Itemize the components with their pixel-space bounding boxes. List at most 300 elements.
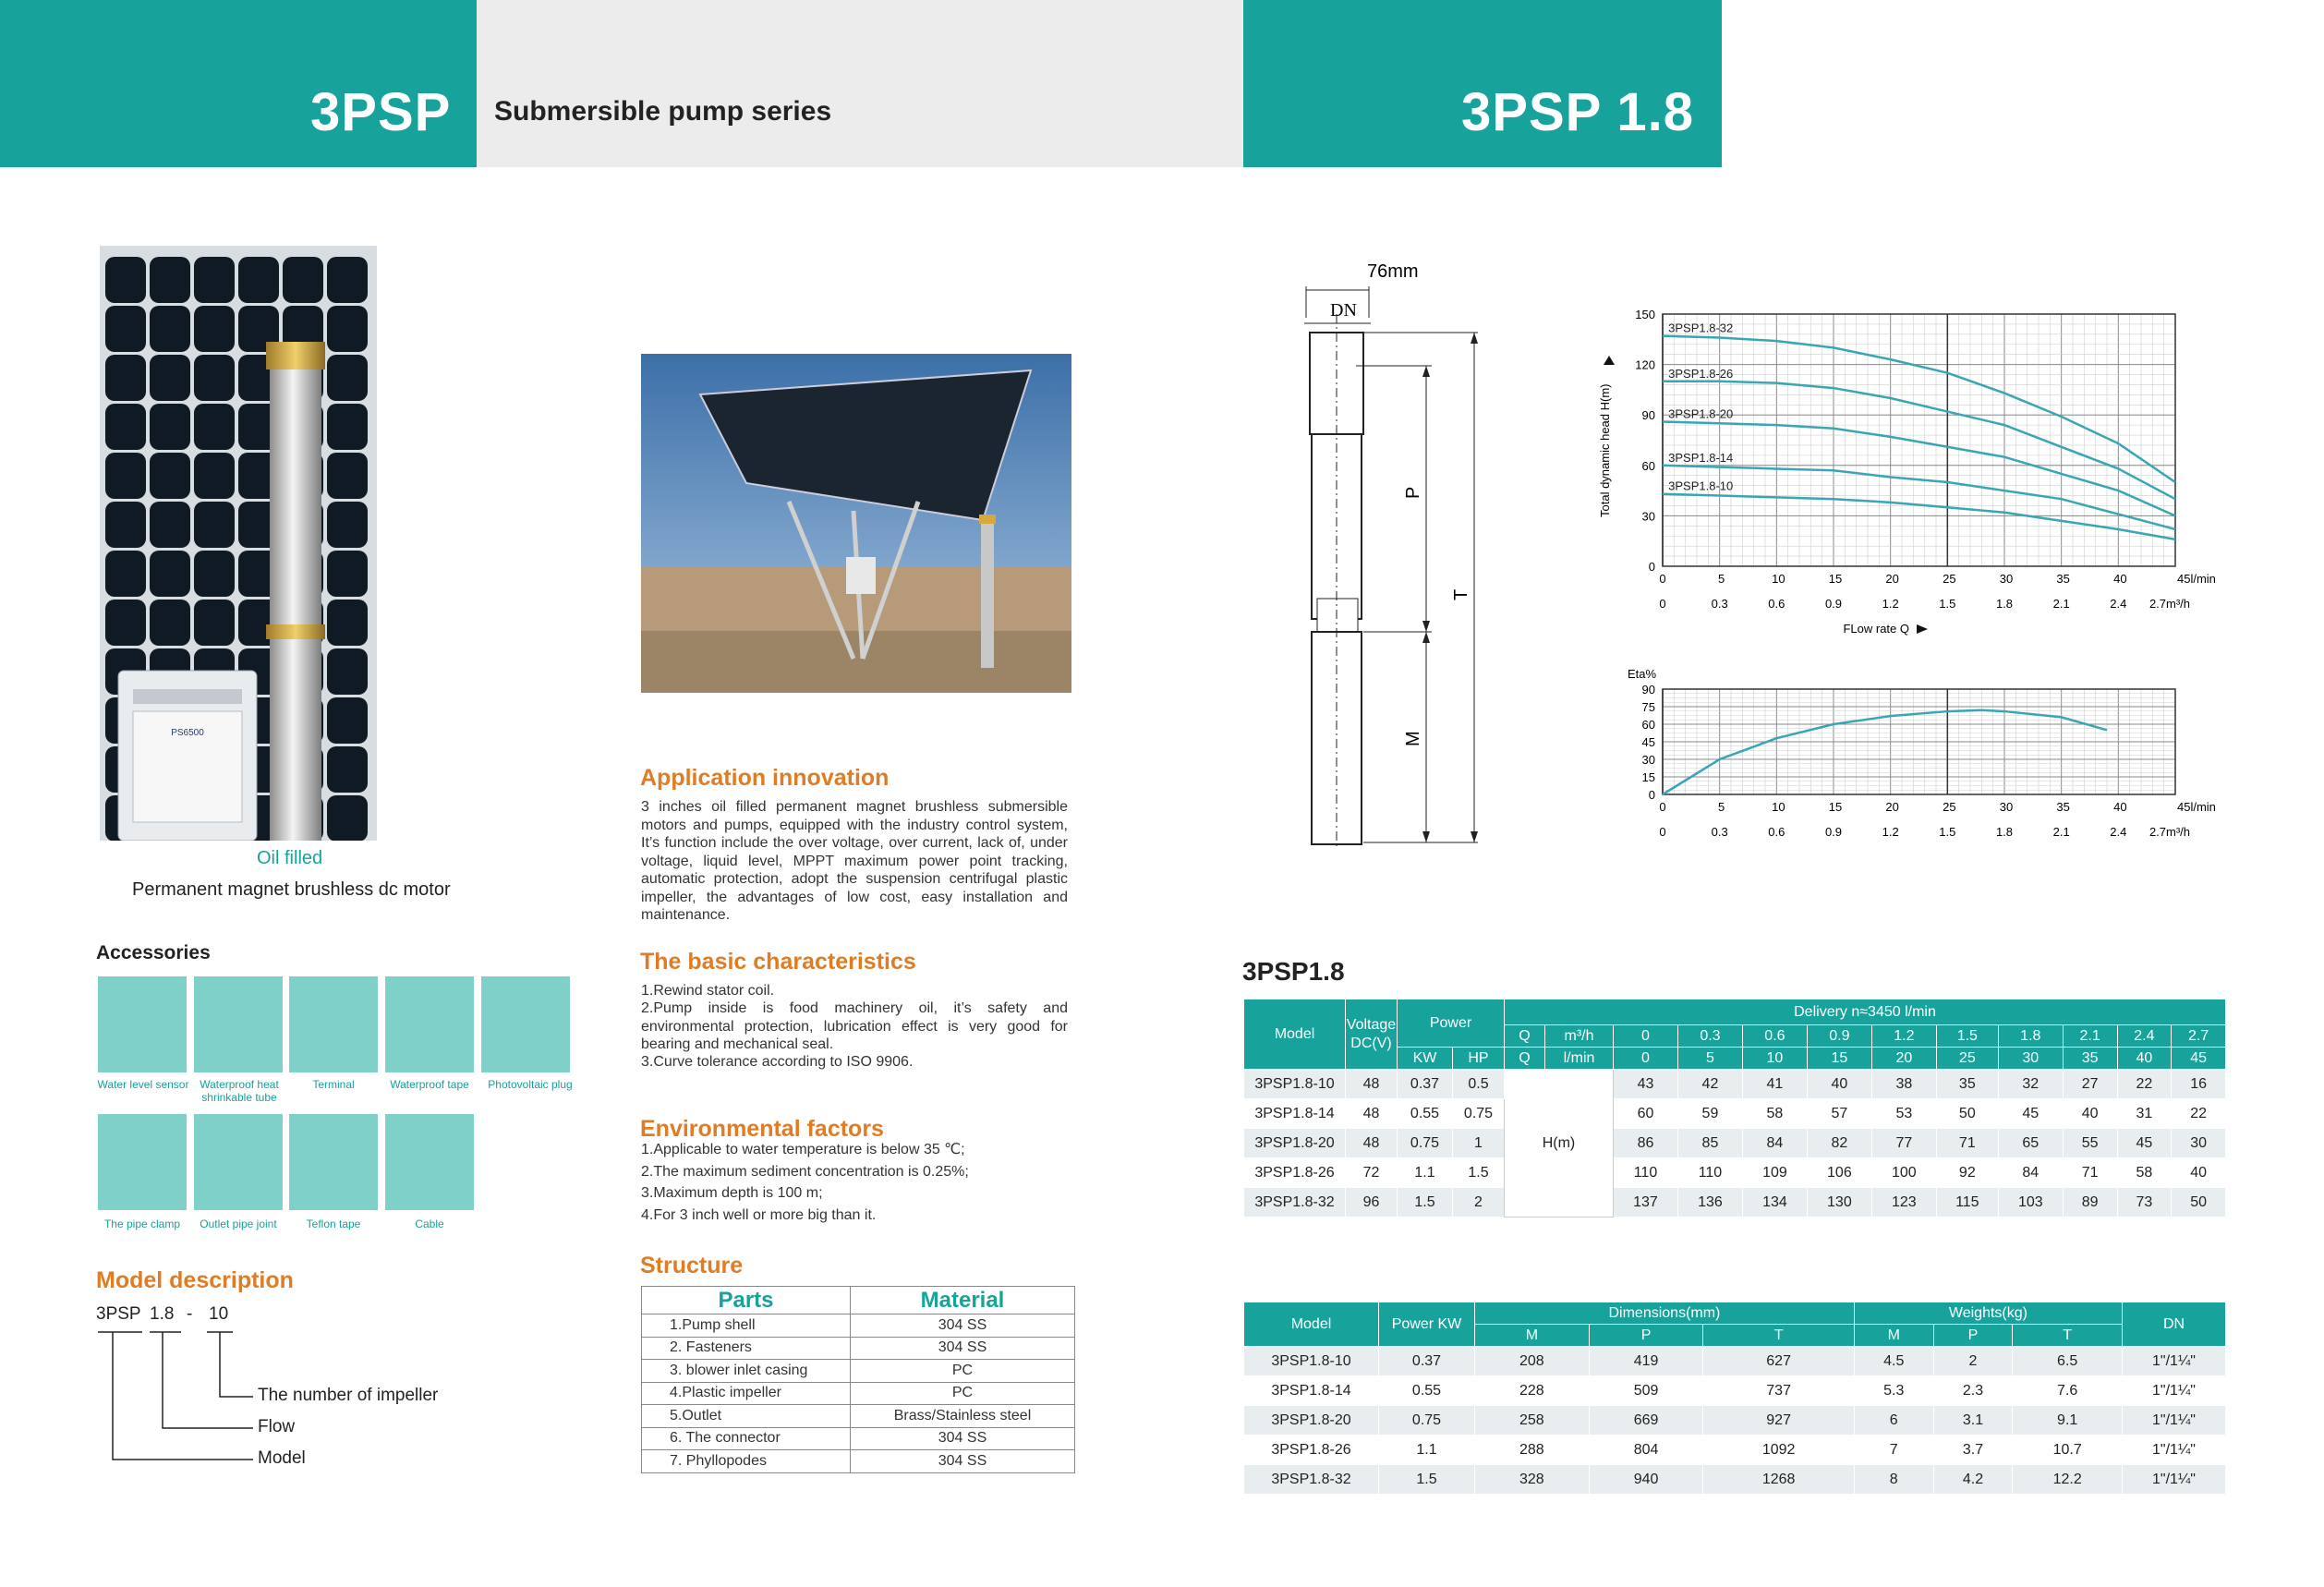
header-code: 3PSP <box>310 82 452 142</box>
x-tick-label-m3h: 0 <box>1659 825 1666 839</box>
dim-cell: 1"/1¼" <box>2123 1436 2226 1465</box>
x-tick-label: 5 <box>1718 572 1725 586</box>
model-code-dash: - <box>187 1304 193 1324</box>
x-tick-label-m3h: 2.1 <box>2052 825 2070 839</box>
structure-part: 5.Outlet <box>642 1405 851 1428</box>
plot-frame <box>1663 314 2175 566</box>
cell-head: 31 <box>2117 1099 2172 1129</box>
table-row <box>1244 1406 2226 1436</box>
series-label: 3PSP1.8-10 <box>1668 479 1734 493</box>
dim-cell: 3PSP1.8-10 <box>1244 1347 1379 1376</box>
dim-t-label: T <box>1451 588 1471 600</box>
x-tick-label-m3h: 2.1 <box>2052 597 2070 611</box>
cell-kw: 0.37 <box>1398 1070 1453 1099</box>
cell-head: 85 <box>1677 1129 1742 1158</box>
svg-text:PS6500: PS6500 <box>171 728 204 738</box>
performance-title: 3PSP1.8 <box>1242 957 1345 986</box>
cell-head: 38 <box>1871 1070 1936 1099</box>
col-delivery: Delivery n≈3450 l/min <box>1505 999 2226 1025</box>
structure-material: 304 SS <box>851 1314 1075 1338</box>
y-tick-label: 15 <box>1641 770 1655 784</box>
structure-part: 7. Phyllopodes <box>642 1450 851 1473</box>
dimensions-table <box>1243 1302 2226 1495</box>
dim-cell: 804 <box>1589 1436 1703 1465</box>
pump-dimension-drawing <box>1293 259 1496 850</box>
col-power: Power <box>1398 999 1505 1048</box>
table-row <box>1244 1436 2226 1465</box>
dim-cell: 737 <box>1703 1376 1854 1406</box>
product-photo <box>100 246 377 841</box>
cell-head: 86 <box>1614 1129 1678 1158</box>
dim-p-label: P <box>1403 486 1423 499</box>
series-line <box>1663 494 2175 539</box>
dim-cell: 1"/1¼" <box>2123 1406 2226 1436</box>
accessory-teflon-tape <box>289 1114 378 1210</box>
application-photo <box>641 354 1071 693</box>
x-tick-label: 10 <box>1772 800 1785 814</box>
dim-cell: 3PSP1.8-20 <box>1244 1406 1379 1436</box>
q-unit-lmin: l/min <box>1545 1048 1614 1070</box>
table-row <box>1244 1099 2226 1129</box>
q-lmin-value: 15 <box>1807 1048 1871 1070</box>
cell-head: 60 <box>1614 1099 1678 1129</box>
y-tick-label: 0 <box>1648 560 1655 574</box>
cell-head: 77 <box>1871 1129 1936 1158</box>
accessory-label: Cable <box>415 1218 444 1230</box>
x-tick-label: 15 <box>1828 800 1843 814</box>
x-tick-label-m3h: 0.9 <box>1824 825 1843 839</box>
structure-part: 1.Pump shell <box>642 1314 851 1338</box>
q-m3h-value: 0.9 <box>1807 1025 1871 1048</box>
basic-item: 1.Rewind stator coil. <box>641 983 775 999</box>
dim-cell: 288 <box>1475 1436 1590 1465</box>
model-code-flow: 1.8 <box>150 1304 175 1324</box>
cell-head: 45 <box>2117 1129 2172 1158</box>
dim-cell: 7.6 <box>2013 1376 2123 1406</box>
col-model: Model <box>1244 1302 1379 1347</box>
y-tick-label: 60 <box>1641 718 1655 732</box>
structure-material: PC <box>851 1382 1075 1405</box>
accessory-outlet-pipe-joint <box>194 1114 283 1210</box>
q-m3h-value: 0.3 <box>1677 1025 1742 1048</box>
cell-head: 137 <box>1614 1188 1678 1218</box>
cell-kw: 1.5 <box>1398 1188 1453 1218</box>
q-m3h-value: 2.7 <box>2172 1025 2226 1048</box>
q-lmin-value: 20 <box>1871 1048 1936 1070</box>
cell-head: 50 <box>1936 1099 1998 1129</box>
cell-head-label: H(m) <box>1505 1070 1614 1218</box>
dim-cell: 6 <box>1854 1406 1933 1436</box>
basic-item: 3.Curve tolerance according to ISO 9906. <box>641 1054 914 1070</box>
x-tick-label-m3h: 2.7m³/h <box>2148 597 2191 611</box>
x-tick-label-m3h: 2.7m³/h <box>2148 825 2191 839</box>
x-tick-label: 10 <box>1772 572 1785 586</box>
cell-head: 134 <box>1742 1188 1807 1218</box>
cell-head: 41 <box>1742 1070 1807 1099</box>
caption-oil-filled: Oil filled <box>257 848 323 868</box>
accessory-label: Waterproof tape <box>390 1078 469 1091</box>
x-tick-label: 25 <box>1943 572 1956 586</box>
environmental-title: Environmental factors <box>640 1116 884 1142</box>
accessory-pv-plug <box>481 976 570 1072</box>
series-label: 3PSP1.8-20 <box>1668 406 1734 421</box>
q-lmin-value: 25 <box>1936 1048 1998 1070</box>
y-tick-label: 30 <box>1641 509 1655 524</box>
x-tick-label: 25 <box>1943 800 1956 814</box>
q-label: Q <box>1505 1048 1545 1070</box>
series-label: 3PSP1.8-26 <box>1668 366 1734 381</box>
dim-width-label: 76mm <box>1367 261 1419 282</box>
q-m3h-value: 1.2 <box>1871 1025 1936 1048</box>
y-axis-label: Total dynamic head H(m) <box>1598 383 1612 517</box>
cell-hp: 1.5 <box>1453 1158 1505 1188</box>
field-installation-illustration <box>641 354 1071 693</box>
q-m3h-value: 1.5 <box>1936 1025 1998 1048</box>
dim-cell: 1"/1¼" <box>2123 1376 2226 1406</box>
x-tick-label-m3h: 1.5 <box>1939 597 1956 611</box>
x-tick-label: 20 <box>1885 800 1899 814</box>
cell-head: 45 <box>1998 1099 2063 1129</box>
x-tick-label-m3h: 0.9 <box>1824 597 1843 611</box>
sub-col: T <box>1703 1325 1854 1347</box>
dim-cell: 0.37 <box>1379 1347 1475 1376</box>
dim-cell: 4.5 <box>1854 1347 1933 1376</box>
structure-header-parts: Parts <box>642 1287 851 1314</box>
header-model: 3PSP 1.8 <box>1461 82 1695 142</box>
accessory-waterproof-tape <box>385 976 474 1072</box>
accessory-label: Water level sensor <box>97 1078 189 1091</box>
header-title-band <box>477 0 1243 167</box>
cell-head: 32 <box>1998 1070 2063 1099</box>
basic-characteristics-title: The basic characteristics <box>640 949 916 975</box>
basic-item: 2.Pump inside is food machinery oil, it’s safety and environmental protection, lubrication effect is very good for bearing and mechanical seal. <box>641 1000 1068 1052</box>
y-tick-label: 75 <box>1641 700 1655 714</box>
cell-hp: 2 <box>1453 1188 1505 1218</box>
dim-cell: 0.55 <box>1379 1376 1475 1406</box>
y-tick-label: 120 <box>1635 357 1655 372</box>
sub-col: P <box>1589 1325 1703 1347</box>
col-model: Model <box>1244 999 1346 1070</box>
x-tick-label: 30 <box>1999 800 2014 814</box>
cell-head: 136 <box>1677 1188 1742 1218</box>
sub-col: M <box>1854 1325 1933 1347</box>
dim-cell: 3.7 <box>1933 1436 2013 1465</box>
dim-cell: 228 <box>1475 1376 1590 1406</box>
cell-head: 30 <box>2172 1129 2226 1158</box>
structure-part: 2. Fasteners <box>642 1337 851 1360</box>
cell-model: 3PSP1.8-26 <box>1244 1158 1346 1188</box>
series-label: 3PSP1.8-14 <box>1668 450 1734 465</box>
x-tick-label-m3h: 0.3 <box>1711 825 1728 839</box>
dim-cell: 1.5 <box>1379 1465 1475 1495</box>
structure-part: 6. The connector <box>642 1427 851 1450</box>
table-row <box>1244 1188 2226 1218</box>
y-axis-label: Eta% <box>1628 667 1657 681</box>
efficiency-curve <box>1663 710 2107 794</box>
x-tick-label: 40 <box>2113 572 2127 586</box>
dim-cell: 5.3 <box>1854 1376 1933 1406</box>
sub-col: P <box>1933 1325 2013 1347</box>
cell-head: 71 <box>1936 1129 1998 1158</box>
x-tick-label: 0 <box>1659 572 1666 586</box>
cell-hp: 0.5 <box>1453 1070 1505 1099</box>
label-number-of-impeller: The number of impeller <box>258 1386 439 1405</box>
x-tick-label: 15 <box>1828 572 1843 586</box>
x-tick-label-m3h: 1.2 <box>1882 825 1899 839</box>
cell-head: 22 <box>2172 1099 2226 1129</box>
y-tick-label: 90 <box>1641 408 1655 423</box>
table-row <box>1244 1129 2226 1158</box>
label-flow: Flow <box>258 1417 296 1436</box>
q-lmin-value: 0 <box>1614 1048 1678 1070</box>
cell-voltage: 48 <box>1346 1070 1398 1099</box>
cell-head: 110 <box>1677 1158 1742 1188</box>
efficiency-chart <box>1589 665 2235 850</box>
sub-col: T <box>2013 1325 2123 1347</box>
accessory-label: Photovoltaic plug <box>488 1078 573 1091</box>
dim-cell: 4.2 <box>1933 1465 2013 1495</box>
accessory-label: The pipe clamp <box>103 1218 181 1230</box>
cell-kw: 0.75 <box>1398 1129 1453 1158</box>
q-m3h-value: 2.1 <box>2063 1025 2117 1048</box>
q-m3h-value: 0.6 <box>1742 1025 1807 1048</box>
cell-head: 84 <box>1998 1158 2063 1188</box>
x-tick-label: 20 <box>1885 572 1899 586</box>
x-axis-label: FLow rate Q <box>1843 622 1909 636</box>
cell-kw: 0.55 <box>1398 1099 1453 1129</box>
env-item: 2.The maximum sediment concentration is 0.25%; <box>641 1164 969 1180</box>
cell-head: 92 <box>1936 1158 1998 1188</box>
env-item: 3.Maximum depth is 100 m; <box>641 1185 823 1201</box>
model-description-title: Model description <box>96 1267 294 1293</box>
cell-head: 100 <box>1871 1158 1936 1188</box>
y-tick-label: 45 <box>1641 735 1655 749</box>
structure-material: PC <box>851 1360 1075 1383</box>
q-unit-m3h: m³/h <box>1545 1025 1614 1048</box>
q-lmin-value: 30 <box>1998 1048 2063 1070</box>
table-row <box>1244 1158 2226 1188</box>
cell-head: 58 <box>2117 1158 2172 1188</box>
dim-cell: 3.1 <box>1933 1406 2013 1436</box>
dim-cell: 3PSP1.8-14 <box>1244 1376 1379 1406</box>
cell-head: 84 <box>1742 1129 1807 1158</box>
dim-cell: 940 <box>1589 1465 1703 1495</box>
dim-cell: 2.3 <box>1933 1376 2013 1406</box>
cell-head: 40 <box>2063 1099 2117 1129</box>
q-m3h-value: 2.4 <box>2117 1025 2172 1048</box>
dim-cell: 509 <box>1589 1376 1703 1406</box>
cell-head: 109 <box>1742 1158 1807 1188</box>
x-tick-label: 0 <box>1659 800 1666 814</box>
x-tick-label: 5 <box>1718 800 1725 814</box>
dim-cell: 419 <box>1589 1347 1703 1376</box>
dim-cell: 7 <box>1854 1436 1933 1465</box>
accessory-label: Teflon tape <box>306 1218 361 1230</box>
cell-head: 115 <box>1936 1188 1998 1218</box>
performance-table <box>1243 999 2226 1218</box>
cell-kw: 1.1 <box>1398 1158 1453 1188</box>
structure-material: 304 SS <box>851 1337 1075 1360</box>
cell-voltage: 48 <box>1346 1099 1398 1129</box>
dim-cell: 927 <box>1703 1406 1854 1436</box>
cell-head: 27 <box>2063 1070 2117 1099</box>
x-tick-label-m3h: 2.4 <box>2110 825 2127 839</box>
header-series: Submersible pump series <box>494 96 832 127</box>
q-label: Q <box>1505 1025 1545 1048</box>
cell-head: 65 <box>1998 1129 2063 1158</box>
table-row <box>1244 1347 2226 1376</box>
dim-cell: 328 <box>1475 1465 1590 1495</box>
q-lmin-value: 45 <box>2172 1048 2226 1070</box>
dim-cell: 1092 <box>1703 1436 1854 1465</box>
cell-model: 3PSP1.8-10 <box>1244 1070 1346 1099</box>
dim-cell: 208 <box>1475 1347 1590 1376</box>
model-code-series: 3PSP <box>96 1304 141 1324</box>
col-voltage: Voltage DC(V) <box>1346 999 1398 1070</box>
dim-cell: 1"/1¼" <box>2123 1347 2226 1376</box>
dim-cell: 3PSP1.8-32 <box>1244 1465 1379 1495</box>
x-tick-label: 45l/min <box>2177 572 2216 586</box>
cell-model: 3PSP1.8-32 <box>1244 1188 1346 1218</box>
x-tick-label-m3h: 2.4 <box>2110 597 2127 611</box>
label-model: Model <box>258 1448 306 1468</box>
model-description-leaders <box>96 1328 262 1463</box>
dim-cell: 3PSP1.8-26 <box>1244 1436 1379 1465</box>
accessory-label: Waterproof heat shrinkable tube <box>200 1078 279 1104</box>
head-flow-chart <box>1589 296 2235 647</box>
cell-model: 3PSP1.8-14 <box>1244 1099 1346 1129</box>
x-tick-label-m3h: 1.8 <box>1995 597 2014 611</box>
cell-head: 55 <box>2063 1129 2117 1158</box>
application-text: 3 inches oil filled permanent magnet brushless submersible motors and pumps, equipped with the industry control system, It’s function include the over voltage, over current, lack of, under voltage, liquid level, MPPT maximum power point tracking, automatic protection, adopt the suspension centrifugal plastic impeller, the advantages of low cost, easy installation and maintenance. <box>641 799 1068 923</box>
x-tick-label-m3h: 0.3 <box>1711 597 1728 611</box>
dim-cell: 8 <box>1854 1465 1933 1495</box>
x-tick-label: 35 <box>2056 572 2070 586</box>
col-dn: DN <box>2123 1302 2226 1347</box>
cell-head: 110 <box>1614 1158 1678 1188</box>
accessory-heat-shrink-tube <box>194 976 283 1072</box>
cell-head: 89 <box>2063 1188 2117 1218</box>
cell-head: 40 <box>1807 1070 1871 1099</box>
q-lmin-value: 10 <box>1742 1048 1807 1070</box>
dim-cell: 1"/1¼" <box>2123 1465 2226 1495</box>
cell-voltage: 96 <box>1346 1188 1398 1218</box>
accessory-terminal <box>289 976 378 1072</box>
cell-head: 73 <box>2117 1188 2172 1218</box>
x-tick-label: 45l/min <box>2177 800 2216 814</box>
cell-head: 130 <box>1807 1188 1871 1218</box>
cell-head: 103 <box>1998 1188 2063 1218</box>
dim-cell: 10.7 <box>2013 1436 2123 1465</box>
cell-head: 35 <box>1936 1070 1998 1099</box>
cell-head: 40 <box>2172 1158 2226 1188</box>
cell-head: 58 <box>1742 1099 1807 1129</box>
cell-model: 3PSP1.8-20 <box>1244 1129 1346 1158</box>
cell-head: 43 <box>1614 1070 1678 1099</box>
q-m3h-value: 1.8 <box>1998 1025 2063 1048</box>
accessory-cable <box>385 1114 474 1210</box>
cell-head: 82 <box>1807 1129 1871 1158</box>
accessory-pipe-clamp <box>98 1114 187 1210</box>
table-row <box>1244 1376 2226 1406</box>
dim-cell: 6.5 <box>2013 1347 2123 1376</box>
env-item: 1.Applicable to water temperature is below 35 ℃; <box>641 1142 965 1157</box>
model-code <box>96 1304 262 1327</box>
x-tick-label: 40 <box>2113 800 2127 814</box>
x-tick-label: 35 <box>2056 800 2070 814</box>
cell-head: 53 <box>1871 1099 1936 1129</box>
series-label: 3PSP1.8-32 <box>1668 321 1734 335</box>
q-lmin-value: 40 <box>2117 1048 2172 1070</box>
structure-part: 4.Plastic impeller <box>642 1382 851 1405</box>
q-m3h-value: 0 <box>1614 1025 1678 1048</box>
dim-cell: 0.75 <box>1379 1406 1475 1436</box>
col-kw: KW <box>1398 1048 1453 1070</box>
dim-cell: 9.1 <box>2013 1406 2123 1436</box>
cell-head: 123 <box>1871 1188 1936 1218</box>
cell-head: 57 <box>1807 1099 1871 1129</box>
y-tick-label: 150 <box>1635 308 1655 321</box>
accessories-title: Accessories <box>96 942 211 963</box>
dim-cell: 258 <box>1475 1406 1590 1436</box>
series-line <box>1663 382 2175 499</box>
structure-title: Structure <box>640 1253 744 1278</box>
x-tick-label-m3h: 1.5 <box>1939 825 1956 839</box>
table-row <box>1244 1465 2226 1495</box>
accessory-label: Terminal <box>312 1078 355 1091</box>
solar-panel-illustration <box>100 246 377 841</box>
x-tick-label-m3h: 0.6 <box>1768 825 1785 839</box>
cell-voltage: 72 <box>1346 1158 1398 1188</box>
y-tick-label: 30 <box>1641 753 1655 767</box>
application-title: Application innovation <box>640 765 890 791</box>
dim-cell: 627 <box>1703 1347 1854 1376</box>
dim-cell: 1268 <box>1703 1465 1854 1495</box>
cell-head: 42 <box>1677 1070 1742 1099</box>
table-row <box>1244 1070 2226 1099</box>
structure-material: 304 SS <box>851 1450 1075 1473</box>
cell-voltage: 48 <box>1346 1129 1398 1158</box>
cell-head: 59 <box>1677 1099 1742 1129</box>
cell-head: 71 <box>2063 1158 2117 1188</box>
x-tick-label-m3h: 1.2 <box>1882 597 1899 611</box>
dim-cell: 1.1 <box>1379 1436 1475 1465</box>
sub-col: M <box>1475 1325 1590 1347</box>
x-tick-label: 30 <box>1999 572 2014 586</box>
col-power: Power KW <box>1379 1302 1475 1347</box>
y-tick-label: 60 <box>1641 458 1655 473</box>
caption-motor: Permanent magnet brushless dc motor <box>132 879 451 900</box>
structure-material: 304 SS <box>851 1427 1075 1450</box>
cell-head: 16 <box>2172 1070 2226 1099</box>
col-weights: Weights(kg) <box>1854 1302 2122 1325</box>
dim-cell: 12.2 <box>2013 1465 2123 1495</box>
y-tick-label: 0 <box>1648 788 1655 802</box>
accessory-label: Outlet pipe joint <box>200 1218 277 1230</box>
structure-header-material: Material <box>851 1287 1075 1314</box>
y-tick-label: 90 <box>1641 683 1655 697</box>
cell-head: 50 <box>2172 1188 2226 1218</box>
dim-cell: 669 <box>1589 1406 1703 1436</box>
y-axis-arrow <box>1604 356 1615 365</box>
x-tick-label-m3h: 0.6 <box>1768 597 1785 611</box>
x-tick-label-m3h: 0 <box>1659 597 1666 611</box>
structure-table <box>641 1286 1075 1473</box>
q-lmin-value: 35 <box>2063 1048 2117 1070</box>
col-hp: HP <box>1453 1048 1505 1070</box>
env-item: 4.For 3 inch well or more big than it. <box>641 1207 877 1223</box>
dim-dn-label: DN <box>1330 300 1357 321</box>
